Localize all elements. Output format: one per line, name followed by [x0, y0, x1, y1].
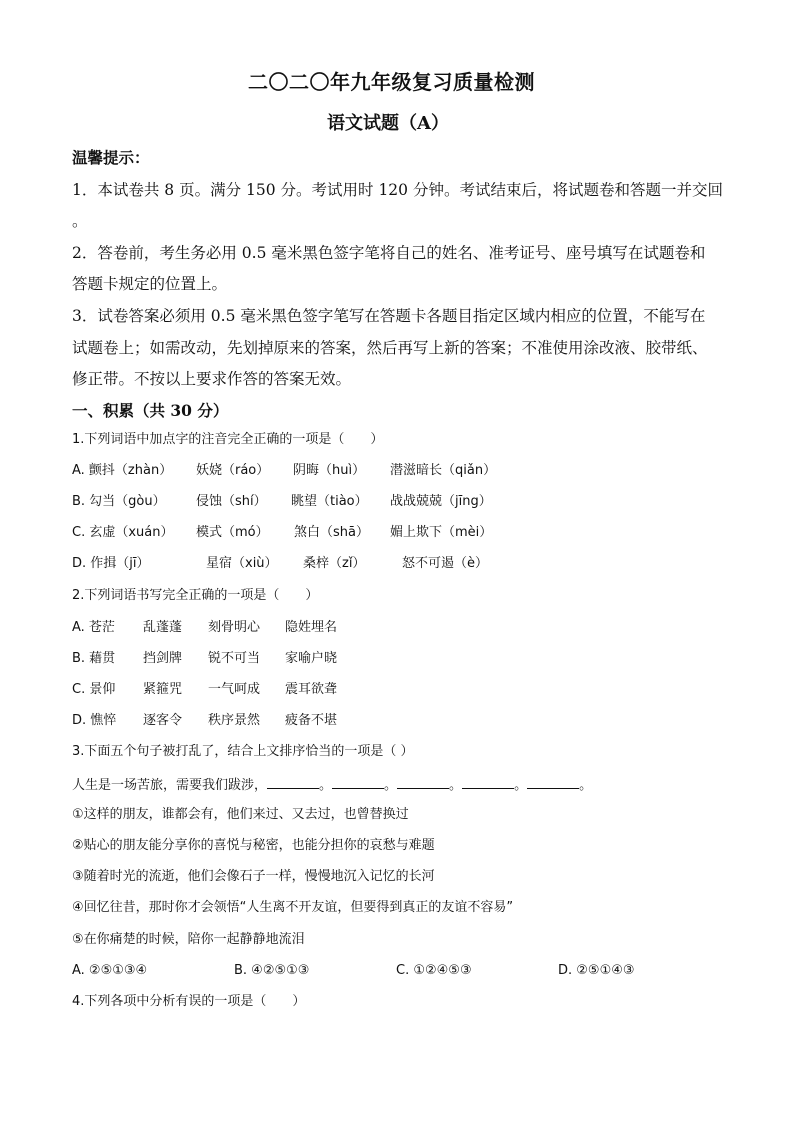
option-text: 家喻户晓	[285, 651, 338, 666]
option-text: 紧箍咒	[143, 682, 183, 697]
option-text: 乱蓬蓬	[143, 620, 183, 635]
option-text: 逐客令	[143, 713, 183, 728]
page-title: 二〇二〇年九年级复习质量检测	[248, 70, 535, 94]
option-text: 眺望（tiào）	[291, 494, 368, 509]
tips-line-1b: 。	[72, 212, 88, 230]
option-text: 星宿（xiù）	[206, 556, 278, 571]
option-text: 疲备不堪	[285, 713, 338, 728]
blank-separator: 。	[514, 778, 528, 793]
question-1-option-b	[0, 495, 794, 511]
option-c: C. ①②④⑤③	[396, 963, 472, 978]
question-2-option-b	[0, 652, 794, 668]
answer-blank	[527, 777, 579, 789]
question-1-option-d	[0, 557, 794, 573]
option-text: 模式（mó）	[196, 525, 269, 540]
tips-heading: 温馨提示：	[72, 148, 150, 167]
answer-blank	[267, 777, 319, 789]
question-1-stem: 1.下列词语中加点字的注音完全正确的一项是（ ）	[72, 432, 384, 447]
option-text: 一气呵成	[208, 682, 261, 697]
question-3-lead-line	[72, 777, 592, 792]
blank-separator: 。	[449, 778, 463, 793]
option-text: 锐不可当	[208, 651, 261, 666]
option-text: A. 苍茫	[72, 620, 115, 635]
question-2-option-a	[0, 621, 794, 637]
option-d: D. ②⑤①④③	[558, 963, 635, 978]
tips-line-3c: 修正带。不按以上要求作答的答案无效。	[72, 370, 352, 388]
blank-separator: 。	[384, 778, 398, 793]
option-text: 挡剑牌	[143, 651, 183, 666]
option-text: 战战兢兢（jīng）	[390, 494, 492, 509]
option-text: 桑梓（zǐ）	[303, 556, 366, 571]
question-3-sentence-3: ③随着时光的流逝，他们会像石子一样，慢慢地沉入记忆的长河	[72, 869, 435, 884]
question-2-stem: 2.下列词语书写完全正确的一项是（ ）	[72, 588, 319, 603]
option-text: 阴晦（huì）	[293, 463, 366, 478]
question-3-sentence-5: ⑤在你痛楚的时候，陪你一起静静地流泪	[72, 932, 305, 947]
option-text: B. 藉贯	[72, 651, 116, 666]
option-text: D. 憔悴	[72, 713, 117, 728]
option-a: A. ②⑤①③④	[72, 963, 148, 978]
section-heading: 一、积累（共 30 分）	[72, 401, 229, 420]
answer-blank	[397, 777, 449, 789]
question-3-sentence-2: ②贴心的朋友能分享你的喜悦与秘密，也能分担你的哀愁与难题	[72, 838, 435, 853]
option-text: A. 颤抖（zhàn）	[72, 463, 173, 478]
option-text: 媚上欺下（mèi）	[390, 525, 493, 540]
question-1-option-a	[0, 464, 794, 480]
option-text: 妖娆（ráo）	[196, 463, 270, 478]
tips-line-2a: 2．答卷前，考生务必用 0.5 毫米黑色签字笔将自己的姓名、准考证号、座号填写在试题卷和	[72, 244, 706, 262]
option-text: 怒不可遏（è）	[402, 556, 488, 571]
question-3-lead: 人生是一场苦旅，需要我们跋涉，	[72, 778, 268, 793]
option-b: B. ④②⑤①③	[234, 963, 310, 978]
option-text: 煞白（shā）	[294, 525, 369, 540]
question-4-stem: 4.下列各项中分析有误的一项是（ ）	[72, 994, 306, 1009]
tips-line-3a: 3．试卷答案必须用 0.5 毫米黑色签字笔写在答题卡各题目指定区域内相应的位置，不能写在	[72, 307, 706, 325]
question-3-options	[0, 964, 794, 980]
tips-line-2b: 答题卡规定的位置上。	[72, 275, 228, 293]
question-2-option-d	[0, 714, 794, 730]
question-1-option-c	[0, 526, 794, 542]
option-text: C. 景仰	[72, 682, 116, 697]
answer-blank	[462, 777, 514, 789]
option-text: 潜滋暗长（qiǎn）	[390, 463, 497, 478]
page-subtitle: 语文试题（A）	[327, 113, 449, 134]
question-3-stem: 3.下面五个句子被打乱了，结合上文排序恰当的一项是（ ）	[72, 744, 414, 759]
option-text: B. 勾当（gòu）	[72, 494, 166, 509]
option-text: 秩序景然	[208, 713, 261, 728]
tips-line-1a: 1．本试卷共 8 页。满分 150 分。考试用时 120 分钟。考试结束后，将试题卷和答题一并交回	[72, 181, 723, 199]
option-text: D. 作揖（jī）	[72, 556, 150, 571]
answer-blank	[332, 777, 384, 789]
question-2-option-c	[0, 683, 794, 699]
option-text: 刻骨明心	[208, 620, 261, 635]
option-text: C. 玄虚（xuán）	[72, 525, 174, 540]
blank-separator: 。	[319, 778, 333, 793]
tips-line-3b: 试题卷上；如需改动，先划掉原来的答案，然后再写上新的答案；不准使用涂改液、胶带纸、	[72, 339, 708, 357]
option-text: 隐姓埋名	[285, 620, 338, 635]
option-text: 震耳欲聋	[285, 682, 338, 697]
question-3-sentence-4: ④回忆往昔，那时你才会领悟“人生离不开友谊，但要得到真正的友谊不容易”	[72, 900, 514, 915]
question-3-sentence-1: ①这样的朋友，谁都会有，他们来过、又去过，也曾替换过	[72, 807, 409, 822]
option-text: 侵蚀（shí）	[196, 494, 267, 509]
blank-separator: 。	[579, 778, 593, 793]
